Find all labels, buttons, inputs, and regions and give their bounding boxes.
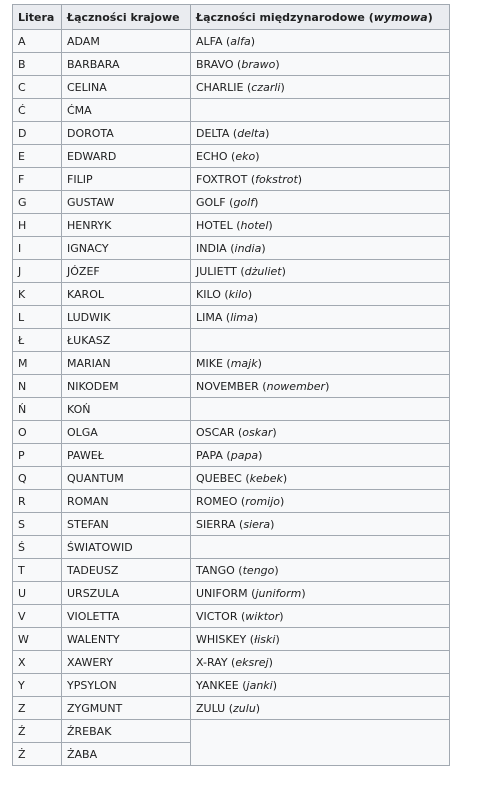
pronunciation: fokstrot	[255, 172, 298, 186]
close-paren: )	[265, 126, 270, 140]
cell-domestic: QUANTUM	[62, 467, 191, 490]
cell-letter: T	[13, 559, 62, 582]
close-paren: )	[268, 218, 273, 232]
cell-domestic: CELINA	[62, 76, 191, 99]
table-row	[13, 421, 450, 444]
cell-domestic: IGNACY	[62, 237, 191, 260]
cell-letter: S	[13, 513, 62, 536]
close-paren: )	[268, 655, 273, 669]
international-word: WHISKEY	[196, 632, 247, 646]
cell-letter: Q	[13, 467, 62, 490]
header-international-suffix: )	[427, 10, 433, 24]
cell-international	[191, 122, 450, 145]
cell-letter: V	[13, 605, 62, 628]
cell-letter: E	[13, 145, 62, 168]
international-word: ZULU	[196, 701, 226, 715]
open-paren: (	[247, 172, 256, 186]
cell-international	[191, 260, 450, 283]
table-row	[13, 467, 450, 490]
cell-letter: H	[13, 214, 62, 237]
close-paren: )	[282, 471, 288, 485]
close-paren: )	[275, 632, 280, 646]
cell-domestic: LUDWIK	[62, 306, 191, 329]
cell-letter: Ś	[13, 536, 62, 559]
table-row	[13, 720, 450, 743]
table-row	[13, 651, 450, 674]
pronunciation: zulu	[233, 701, 256, 715]
cell-domestic: TADEUSZ	[62, 559, 191, 582]
open-paren: (	[247, 586, 256, 600]
cell-domestic: URSZULA	[62, 582, 191, 605]
close-paren: )	[280, 80, 285, 94]
close-paren: )	[257, 356, 262, 370]
phonetic-alphabet-table-wrapper	[12, 4, 450, 766]
close-paren: )	[250, 34, 256, 48]
open-paren: (	[236, 264, 245, 278]
close-paren: )	[301, 586, 306, 600]
open-paren: (	[241, 471, 250, 485]
table-header-row	[13, 5, 450, 30]
open-paren: (	[226, 241, 235, 255]
open-paren: (	[234, 425, 243, 439]
cell-international	[191, 352, 450, 375]
cell-international	[191, 375, 450, 398]
table-row	[13, 398, 450, 421]
international-word: UNIFORM	[196, 586, 248, 600]
table-row	[13, 191, 450, 214]
international-word: SIERRA	[196, 517, 236, 531]
cell-domestic: NIKODEM	[62, 375, 191, 398]
pronunciation: czarli	[251, 80, 281, 94]
international-word: X-RAY	[196, 655, 228, 669]
cell-domestic: MARIAN	[62, 352, 191, 375]
international-word: BRAVO	[196, 57, 234, 71]
international-word: JULIETT	[196, 264, 237, 278]
table-row	[13, 697, 450, 720]
close-paren: )	[297, 172, 303, 186]
close-paren: )	[325, 379, 330, 393]
pronunciation: dżuliet	[244, 264, 282, 278]
cell-international	[191, 214, 450, 237]
phonetic-alphabet-table	[12, 4, 450, 766]
header-domestic: Łączności krajowe	[62, 5, 191, 30]
cell-letter: D	[13, 122, 62, 145]
open-paren: (	[238, 678, 247, 692]
cell-domestic: GUSTAW	[62, 191, 191, 214]
open-paren: (	[220, 287, 229, 301]
open-paren: (	[225, 195, 234, 209]
pronunciation: lima	[230, 310, 254, 324]
pronunciation: nowember	[266, 379, 326, 393]
cell-letter: F	[13, 168, 62, 191]
cell-domestic: HENRYK	[62, 214, 191, 237]
table-row	[13, 76, 450, 99]
cell-letter: L	[13, 306, 62, 329]
cell-international	[191, 76, 450, 99]
cell-letter: X	[13, 651, 62, 674]
international-word: ECHO	[196, 149, 228, 163]
open-paren: (	[222, 448, 231, 462]
cell-letter: O	[13, 421, 62, 444]
cell-international	[191, 283, 450, 306]
close-paren: )	[275, 57, 280, 71]
pronunciation: janki	[246, 678, 273, 692]
close-paren: )	[261, 241, 266, 255]
cell-domestic: KAROL	[62, 283, 191, 306]
international-word: LIMA	[196, 310, 223, 324]
cell-international	[191, 421, 450, 444]
cell-domestic: ZYGMUNT	[62, 697, 191, 720]
cell-domestic: ADAM	[62, 30, 191, 53]
international-word: YANKEE	[196, 678, 239, 692]
open-paren: (	[233, 57, 242, 71]
table-row	[13, 306, 450, 329]
cell-letter: Ń	[13, 398, 62, 421]
pronunciation: kebek	[249, 471, 283, 485]
table-row	[13, 122, 450, 145]
cell-domestic: WALENTY	[62, 628, 191, 651]
cell-domestic: OLGA	[62, 421, 191, 444]
pronunciation: juniform	[255, 586, 302, 600]
cell-domestic: ŻABA	[62, 743, 191, 766]
pronunciation: alfa	[230, 34, 251, 48]
cell-letter: Y	[13, 674, 62, 697]
international-word: PAPA	[196, 448, 223, 462]
international-word: INDIA	[196, 241, 227, 255]
table-row	[13, 536, 450, 559]
open-paren: (	[237, 609, 246, 623]
cell-international	[191, 513, 450, 536]
table-row	[13, 53, 450, 76]
table-row	[13, 582, 450, 605]
table-row	[13, 283, 450, 306]
open-paren: (	[235, 517, 244, 531]
cell-domestic: JÓZEF	[62, 260, 191, 283]
table-body	[13, 30, 450, 766]
table-row	[13, 444, 450, 467]
pronunciation: wiktor	[245, 609, 280, 623]
cell-letter: K	[13, 283, 62, 306]
cell-international	[191, 191, 450, 214]
close-paren: )	[272, 425, 277, 439]
close-paren: )	[255, 149, 260, 163]
cell-international	[191, 490, 450, 513]
open-paren: (	[243, 80, 252, 94]
cell-domestic: BARBARA	[62, 53, 191, 76]
pronunciation: majk	[230, 356, 258, 370]
pronunciation: golf	[233, 195, 255, 209]
cell-letter: Ż	[13, 743, 62, 766]
table-row	[13, 329, 450, 352]
cell-letter: Z	[13, 697, 62, 720]
cell-international	[191, 237, 450, 260]
cell-letter: W	[13, 628, 62, 651]
international-word: GOLF	[196, 195, 226, 209]
international-word: QUEBEC	[196, 471, 242, 485]
cell-letter: P	[13, 444, 62, 467]
table-row	[13, 628, 450, 651]
cell-international	[191, 168, 450, 191]
cell-international	[191, 674, 450, 697]
cell-international	[191, 99, 450, 122]
open-paren: (	[222, 34, 231, 48]
pronunciation: kilo	[228, 287, 248, 301]
header-international-prefix: Łączności międzynarodowe (	[196, 10, 374, 24]
open-paren: (	[227, 149, 236, 163]
cell-international	[191, 53, 450, 76]
cell-domestic: ĆMA	[62, 99, 191, 122]
pronunciation: brawo	[241, 57, 276, 71]
cell-international	[191, 628, 450, 651]
pronunciation: eko	[235, 149, 256, 163]
pronunciation: siera	[243, 517, 271, 531]
table-row	[13, 30, 450, 53]
close-paren: )	[253, 310, 259, 324]
close-paren: )	[255, 701, 261, 715]
cell-international	[191, 467, 450, 490]
international-word: KILO	[196, 287, 221, 301]
table-row	[13, 674, 450, 697]
table-row	[13, 513, 450, 536]
open-paren: (	[222, 356, 231, 370]
open-paren: (	[227, 655, 236, 669]
close-paren: )	[274, 563, 279, 577]
international-word: VICTOR	[196, 609, 238, 623]
table-row	[13, 605, 450, 628]
close-paren: )	[254, 195, 259, 209]
cell-international	[191, 536, 450, 559]
cell-international-empty	[191, 720, 450, 766]
open-paren: (	[258, 379, 267, 393]
cell-domestic: FILIP	[62, 168, 191, 191]
cell-domestic: VIOLETTA	[62, 605, 191, 628]
close-paren: )	[272, 678, 278, 692]
cell-domestic: EDWARD	[62, 145, 191, 168]
cell-domestic: XAWERY	[62, 651, 191, 674]
cell-letter: C	[13, 76, 62, 99]
international-word: ALFA	[196, 34, 223, 48]
open-paren: (	[229, 126, 238, 140]
open-paren: (	[222, 310, 231, 324]
international-word: NOVEMBER	[196, 379, 259, 393]
close-paren: )	[270, 517, 275, 531]
cell-domestic: ŹREBAK	[62, 720, 191, 743]
international-word: MIKE	[196, 356, 223, 370]
cell-domestic: ŁUKASZ	[62, 329, 191, 352]
pronunciation: delta	[237, 126, 266, 140]
close-paren: )	[258, 448, 263, 462]
cell-letter: B	[13, 53, 62, 76]
cell-domestic: KOŃ	[62, 398, 191, 421]
pronunciation: oskar	[242, 425, 273, 439]
cell-international	[191, 697, 450, 720]
header-international	[191, 5, 450, 30]
cell-international	[191, 306, 450, 329]
pronunciation: łiski	[254, 632, 276, 646]
international-word: DELTA	[196, 126, 230, 140]
header-international-pronunciation: wymowa	[373, 10, 428, 24]
pronunciation: india	[234, 241, 262, 255]
cell-letter: Ł	[13, 329, 62, 352]
cell-letter: Ć	[13, 99, 62, 122]
cell-letter: N	[13, 375, 62, 398]
open-paren: (	[237, 494, 246, 508]
international-word: FOXTROT	[196, 172, 248, 186]
pronunciation: tengo	[242, 563, 275, 577]
close-paren: )	[280, 494, 285, 508]
international-word: HOTEL	[196, 218, 233, 232]
open-paren: (	[234, 563, 243, 577]
cell-letter: Ź	[13, 720, 62, 743]
table-row	[13, 214, 450, 237]
cell-letter: U	[13, 582, 62, 605]
international-word: ROMEO	[196, 494, 238, 508]
international-word: TANGO	[196, 563, 235, 577]
cell-domestic: ROMAN	[62, 490, 191, 513]
open-paren: (	[246, 632, 255, 646]
open-paren: (	[225, 701, 234, 715]
cell-international	[191, 145, 450, 168]
close-paren: )	[247, 287, 253, 301]
cell-international	[191, 329, 450, 352]
table-row	[13, 375, 450, 398]
cell-letter: I	[13, 237, 62, 260]
table-row	[13, 490, 450, 513]
pronunciation: romijo	[245, 494, 281, 508]
cell-domestic: ŚWIATOWID	[62, 536, 191, 559]
international-word: OSCAR	[196, 425, 235, 439]
pronunciation: eksrej	[235, 655, 269, 669]
cell-letter: R	[13, 490, 62, 513]
table-row	[13, 352, 450, 375]
cell-domestic: YPSYLON	[62, 674, 191, 697]
table-row	[13, 559, 450, 582]
cell-international	[191, 559, 450, 582]
table-row	[13, 168, 450, 191]
cell-letter: A	[13, 30, 62, 53]
cell-letter: M	[13, 352, 62, 375]
cell-domestic: STEFAN	[62, 513, 191, 536]
open-paren: (	[232, 218, 241, 232]
close-paren: )	[279, 609, 284, 623]
table-row	[13, 260, 450, 283]
cell-letter: J	[13, 260, 62, 283]
pronunciation: papa	[230, 448, 259, 462]
cell-international	[191, 651, 450, 674]
cell-international	[191, 30, 450, 53]
header-letter: Litera	[13, 5, 62, 30]
cell-international	[191, 582, 450, 605]
cell-international	[191, 398, 450, 421]
close-paren: )	[281, 264, 286, 278]
table-row	[13, 99, 450, 122]
cell-international	[191, 605, 450, 628]
cell-domestic: PAWEŁ	[62, 444, 191, 467]
cell-domestic: DOROTA	[62, 122, 191, 145]
cell-letter: G	[13, 191, 62, 214]
international-word: CHARLIE	[196, 80, 244, 94]
table-row	[13, 237, 450, 260]
pronunciation: hotel	[240, 218, 269, 232]
table-row	[13, 145, 450, 168]
cell-international	[191, 444, 450, 467]
